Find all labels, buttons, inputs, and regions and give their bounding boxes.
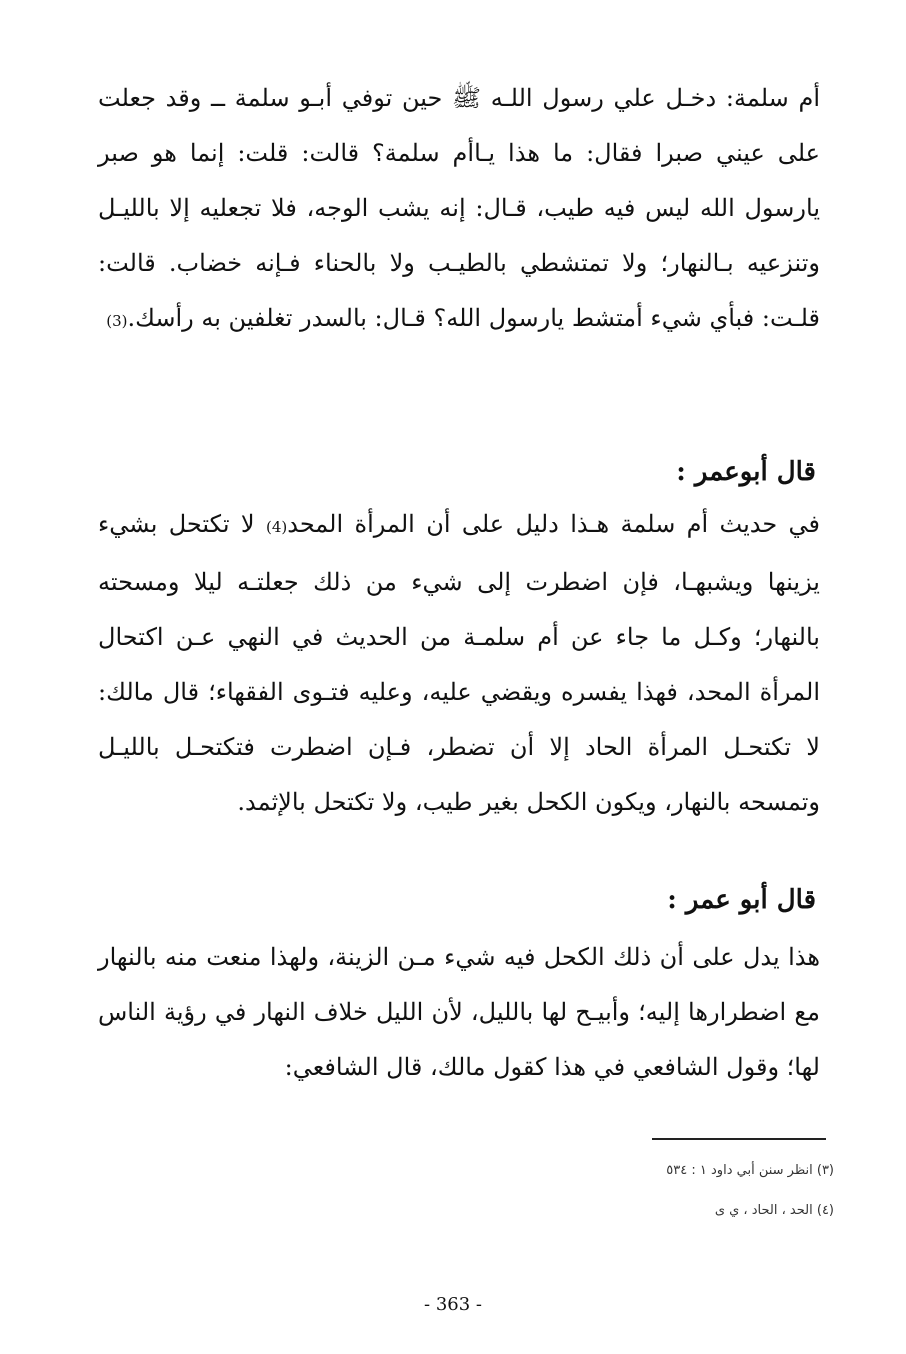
paragraph-2-text-end: لا تكتحل بشيء يزينها ويشبهـا، فإن اضطرت إلى شيء من ذلك جعلتـه ليلا ومسحته بالنهار؛ وكـل ما جاء عن أم سلمـة من الحديث في النهي عـن اكتحال المرأة المحد، فهذا يفسره ويقضي عليه، وعليه فتـوى الفقهاء؛ قال مالك: لا تكتحـل المرأة الحاد إلا أن تضطر، فـإن اضطرت فتكتحـل بالليـل وتمسحه بالنهار، ويكون الكحل بغير طيب، ولا تكتحل بالإثمد.: [98, 510, 820, 816]
page-number: - 363 -: [424, 1294, 482, 1315]
paragraph-text: [98, 497, 820, 830]
section-heading: قال أبوعمر :: [676, 457, 816, 487]
section-heading: قال أبو عمر :: [667, 885, 816, 915]
footnote: (٣) انظر سنن أبي داود ١ : ٥٣٤: [666, 1163, 834, 1178]
paragraph-2-text-start: في حديث أم سلمة هـذا دليل على أن المرأة المحد: [287, 510, 821, 538]
paragraph-3-text: هذا يدل على أن ذلك الكحل فيه شيء مـن الزينة، ولهذا منعت منه بالنهار مع اضطرارها إليه؛ وأبيـح لها بالليل، لأن الليل خلاف النهار في رؤية الناس لها؛ وقول الشافعي في هذا كقول مالك، قال الشافعي:: [98, 943, 820, 1081]
paragraph-commentary: [98, 497, 820, 830]
footnote-divider: [652, 1138, 826, 1140]
paragraph-commentary: [98, 930, 820, 1095]
paragraph-text: [98, 71, 820, 349]
footnote: (٤) الحد ، الحاد ، ي ى: [714, 1203, 834, 1218]
paragraph-1-text: أم سلمة: دخـل علي رسول اللـه ﷺ حين توفي أبـو سلمة ــ وقد جعلت على عيني صبرا فقال: ما هذا يـاأم سلمة؟ قالت: قلت: إنما هو صبر يارسول الله ليس فيه طيب، قـال: إنه يشب الوجه، فلا تجعليه إلا بالليـل وتنزعيه بـالنهار؛ ولا تمتشطي بالطيـب ولا بالحناء فـإنه خضاب. قالت: قلـت: فبأي شيء أمتشط يارسول الله؟ قـال: بالسدر تغلفين به رأسك.: [98, 84, 820, 332]
footnote-marker: (4): [265, 518, 288, 536]
footnote-marker: (3): [106, 312, 128, 330]
footnotes: [434, 1160, 834, 1240]
paragraph-hadith: [98, 71, 820, 349]
paragraph-text: [98, 930, 820, 1095]
